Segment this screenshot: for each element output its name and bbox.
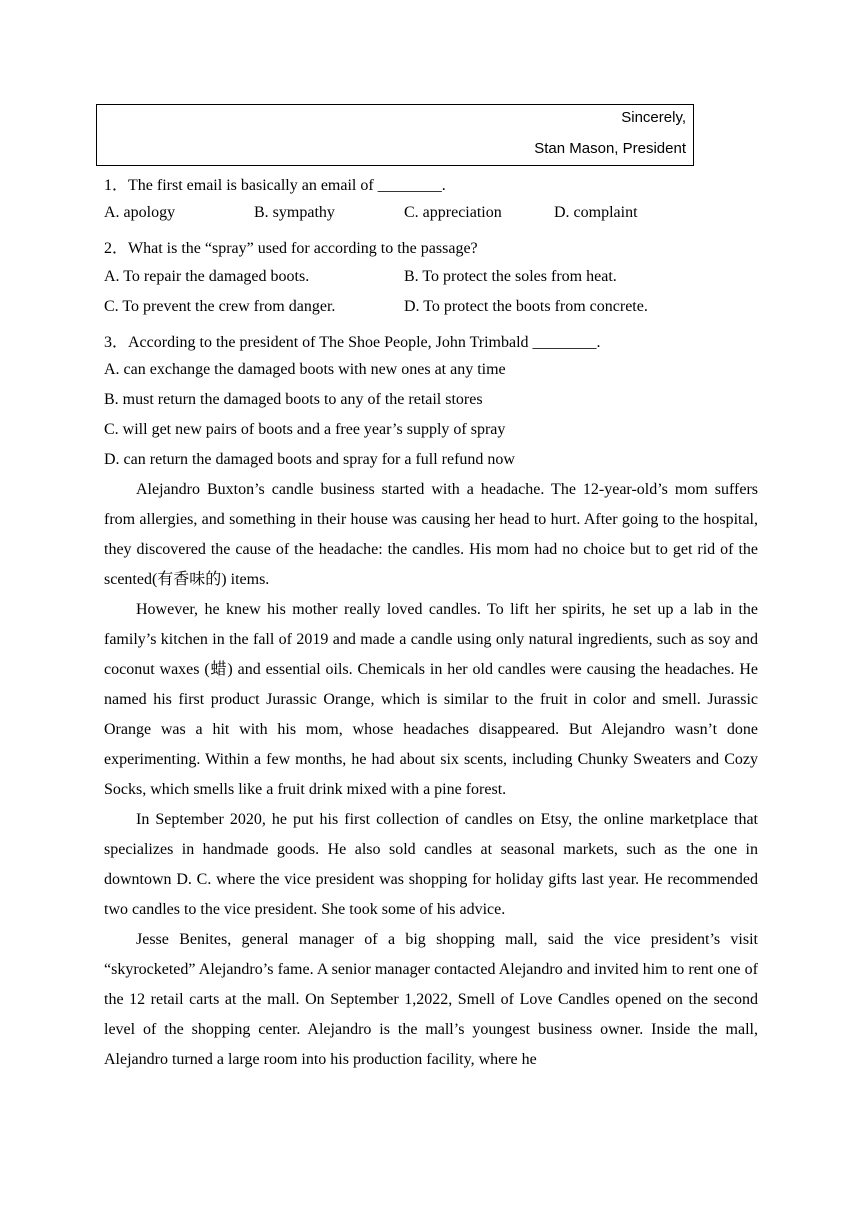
letter-closing-box xyxy=(96,104,694,166)
question-3-option-b: B. must return the damaged boots to any of the retail stores xyxy=(104,391,483,408)
question-2-option-c: C. To prevent the crew from danger. xyxy=(104,298,336,315)
passage-paragraph-2: However, he knew his mother really loved candles. To lift her spirits, he set up a lab in the family’s kitchen in the fall of 2019 and made a candle using only natural ingredients, such as soy and coconut waxes (蜡) and essential oils. Chemicals in her old candles were causing the headaches. He named his first product Jurassic Orange, which is similar to the fruit in color and smell. Jurassic Orange was a hit with his mom, whose headaches disappeared. But Alejandro wasn’t done experimenting. Within a few months, he had about six scents, including Chunky Sweaters and Cozy Socks, which smells like a fruit drink mixed with a pine forest. xyxy=(104,601,758,798)
question-3-stem: 3．According to the president of The Shoe People, John Trimbald ________. xyxy=(104,334,601,351)
question-1-option-b: B. sympathy xyxy=(254,204,335,221)
question-3-option-a: A. can exchange the damaged boots with new ones at any time xyxy=(104,361,506,378)
question-1-stem: 1．The first email is basically an email of ________. xyxy=(104,177,446,194)
question-2-option-d: D. To protect the boots from concrete. xyxy=(404,298,648,315)
letter-closing: Sincerely, xyxy=(621,109,686,126)
question-1-option-c: C. appreciation xyxy=(404,204,502,221)
passage-paragraph-3: In September 2020, he put his first collection of candles on Etsy, the online marketplace that specializes in handmade goods. He also sold candles at seasonal markets, such as the one in downtown D. C. where the vice president was shopping for holiday gifts last year. He recommended two candles to the vice president. She took some of his advice. xyxy=(104,811,758,918)
question-3-option-c: C. will get new pairs of boots and a free year’s supply of spray xyxy=(104,421,506,438)
passage-paragraph-1: Alejandro Buxton’s candle business started with a headache. The 12-year-old’s mom suffers from allergies, and something in their house was causing her head to hurt. After going to the hospital, they discovered the cause of the headache: the candles. His mom had no choice but to get rid of the scented(有香味的) items. xyxy=(104,481,758,588)
letter-signature: Stan Mason, President xyxy=(534,140,686,157)
question-1-options xyxy=(104,204,704,222)
question-2-options-row-1 xyxy=(104,268,704,286)
question-2-stem: 2．What is the “spray” used for according to the passage? xyxy=(104,240,478,257)
reading-passage xyxy=(104,475,758,1075)
passage-paragraph-4: Jesse Benites, general manager of a big shopping mall, said the vice president’s visit “skyrocketed” Alejandro’s fame. A senior manager contacted Alejandro and invited him to rent one of the 12 retail carts at the mall. On September 1,2022, Smell of Love Candles opened on the second level of the shopping center. Alejandro is the mall’s youngest business owner. Inside the mall, Alejandro turned a large room into his production facility, where he xyxy=(104,931,758,1068)
question-1-option-d: D. complaint xyxy=(554,204,638,221)
question-2-option-b: B. To protect the soles from heat. xyxy=(404,268,617,285)
question-2-option-a: A. To repair the damaged boots. xyxy=(104,268,310,285)
question-2-options-row-2 xyxy=(104,298,704,316)
question-1-option-a: A. apology xyxy=(104,204,176,221)
question-3-option-d: D. can return the damaged boots and spray for a full refund now xyxy=(104,451,515,468)
